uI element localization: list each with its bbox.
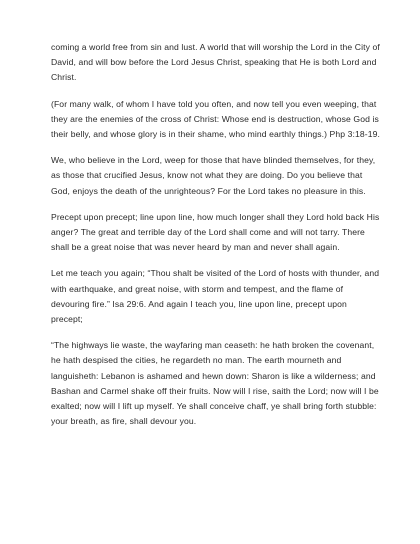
paragraph-4: Precept upon precept; line upon line, how much longer shall they Lord hold back His anger? The great and terrible day of the Lord shall come and will not tarry. There shall be a great noise that was never heard by man and never shall again. [51, 211, 380, 253]
paragraph-1: coming a world free from sin and lust. A world that will worship the Lord in the City of David, and will bow before the Lord Jesus Christ, speaking that He is both Lord and Christ. [51, 42, 380, 83]
paragraph-6: “The highways lie waste, the wayfaring man ceaseth: he hath broken the covenant, he hath despised the cities, he regardeth no man. The earth mourneth and languisheth: Lebanon is ashamed and hewn down: Sharon is like a wilderness; and Bashan and Carmel shake off their fruits. Now will I rise, saith the Lord; now will I be exalted; now will I lift up myself. Ye shall conceive chaff, ye shall bring forth stubble: your breath, as fire, shall devour you. [51, 340, 379, 427]
document-page [51, 40, 381, 440]
paragraph-2: (For many walk, of whom I have told you often, and now tell you even weeping, that they are the enemies of the cross of Christ: Whose end is destruction, whose God is their belly, and whose glory is in their shame, who mind earthly things.) Php 3:18-19. [51, 98, 380, 140]
paragraph-5: Let me teach you again; “Thou shalt be visited of the Lord of hosts with thunder, and with earthquake, and great noise, with storm and tempest, and the flame of devouring fire.” Isa 29:6. And again I teach you, line upon line, precept upon precept; [51, 268, 380, 325]
paragraph-3: We, who believe in the Lord, weep for those that have blinded themselves, for they, as those that crucified Jesus, know not what they are doing. Do you believe that God, enjoys the death of the unrighteous? For the Lord takes no pleasure in this. [51, 155, 376, 196]
